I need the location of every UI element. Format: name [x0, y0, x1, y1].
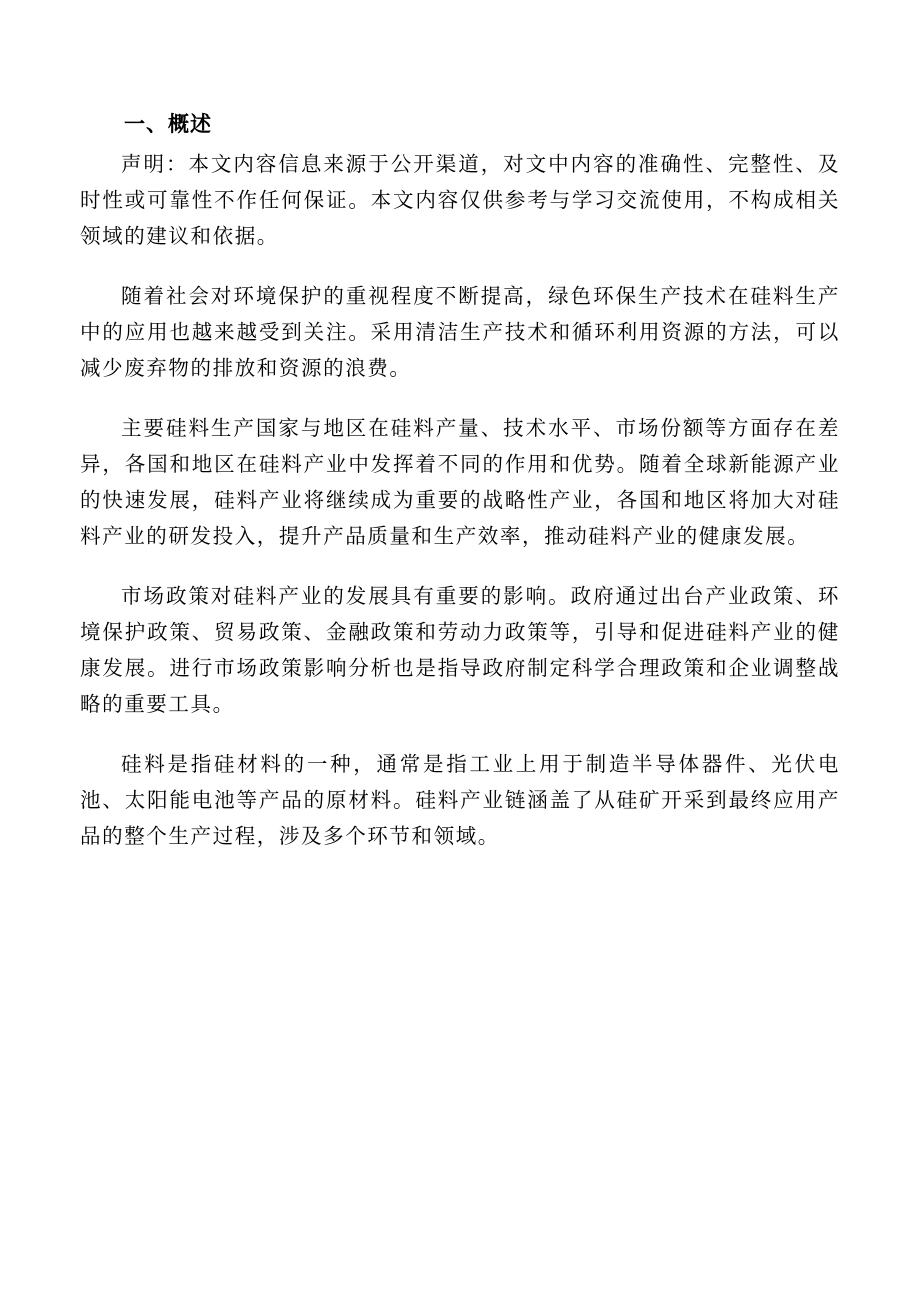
document-page: [80, 102, 840, 854]
paragraph-disclaimer: 声明：本文内容信息来源于公开渠道，对文中内容的准确性、完整性、及时性或可靠性不作任何保证。本文内容仅供参考与学习交流使用，不构成相关领域的建议和依据。: [80, 152, 840, 248]
section-heading: 一、概述: [124, 112, 212, 136]
paragraph-green-production: 随着社会对环境保护的重视程度不断提高，绿色环保生产技术在硅料生产中的应用也越来越受到关注。采用清洁生产技术和循环利用资源的方法，可以减少废弃物的排放和资源的浪费。: [80, 284, 840, 380]
paragraph-silicon-definition: 硅料是指硅材料的一种，通常是指工业上用于制造半导体器件、光伏电池、太阳能电池等产品的原材料。硅料产业链涵盖了从硅矿开采到最终应用产品的整个生产过程，涉及多个环节和领域。: [80, 752, 840, 848]
paragraph-regions: 主要硅料生产国家与地区在硅料产量、技术水平、市场份额等方面存在差异，各国和地区在硅料产业中发挥着不同的作用和优势。随着全球新能源产业的快速发展，硅料产业将继续成为重要的战略性产业，各国和地区将加大对硅料产业的研发投入，提升产品质量和生产效率，推动硅料产业的健康发展。: [80, 416, 840, 548]
paragraph-market-policy: 市场政策对硅料产业的发展具有重要的影响。政府通过出台产业政策、环境保护政策、贸易政策、金融政策和劳动力政策等，引导和促进硅料产业的健康发展。进行市场政策影响分析也是指导政府制定科学合理政策和企业调整战略的重要工具。: [80, 584, 840, 716]
